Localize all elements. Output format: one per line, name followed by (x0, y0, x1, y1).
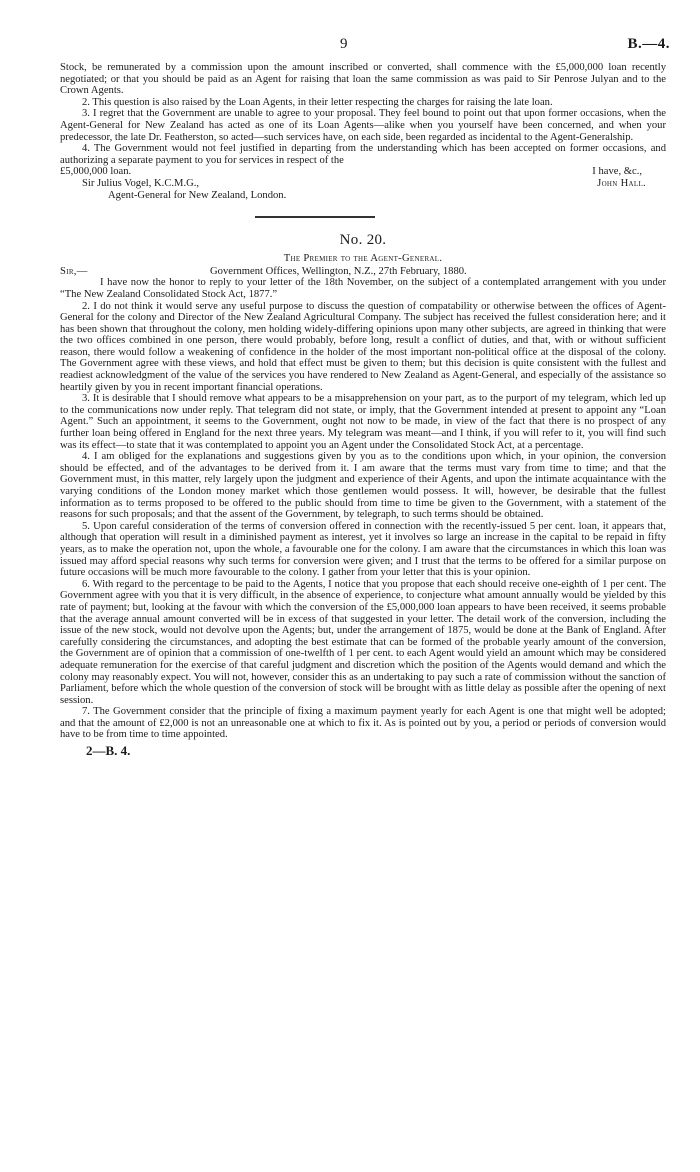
letter-19-paragraph-3: 3. I regret that the Government are unable to agree to your proposal. They feel bound to point out that upon former occasions, when the Agent-General for New Zealand has acted as one of its Loan Agents—alike when you yourself have been concerned, and when your predecessor, the late Dr. Featherston, so acted—such services have, on each side, been regarded as incidental to the Agent-Generalship. (60, 108, 666, 143)
closing-phrase: I have, &c., (592, 166, 642, 178)
letter-19-paragraph-4: 4. The Government would not feel justified in departing from the understanding which has been accepted on former occasions, and authorizing a separate payment to you for services in respect of the (60, 143, 666, 166)
letter-number-heading: No. 20. (339, 232, 387, 249)
letter-20-paragraph: 6. With regard to the percentage to be paid to the Agents, I notice that you propose that each should receive one-eighth of 1 per cent. The Government agree with you that it is very difficult, in the absence of experience, to conjecture what amount annually would be yielded by this rate of payment; but, looking at the favour with which the conversion of the £5,000,000 loan appears to have been received, it seems probable that the average annual amount converted will be in excess of that suggested in your letter. The detail work of the conversion, including the issue of the new stock, would not devolve upon the Agents; but, under the arrangement of 1875, would be done at the Bank of England. After carefully considering the circumstances, and adopting the best estimate that can be formed of the probable yearly amount of the conversion, the Government are of opinion that a commission of one-twelfth of 1 per cent. to each Agent would yield an amount which may be considered adequate remuneration for the exercise of that careful judgment and discretion which the position of the Agents would demand and which the colony may reasonably expect. You will not, however, consider this as an undertaking to pay such a rate of commission without the sanction of Parliament, before which the whole question of the conversion of stock will be brought with as little delay as possible after the opening of next session. (60, 578, 666, 706)
letter-19-paragraph-2: 2. This question is also raised by the Loan Agents, in their letter respecting the charges for raising the late loan. (82, 96, 553, 108)
closing-line (60, 166, 666, 178)
letter-20-paragraph: 2. I do not think it would serve any useful purpose to discuss the question of compatability or otherwise between the offices of Agent-General for the colony and Director of the New Zealand Agricultural Company. The subject has received the fullest consideration here; and it has been shown that throughout the colony, men holding widely-differing opinions upon many other subjects, are agreed in thinking that were the two offices combined in one person, there would probably, before long, result a conflict of duties, and that, with or without sufficient reason, there would follow a weakening of confidence in the holder of the most important non-political office at the disposal of the colony. The Government agree with these views, and hold that effect must be given to them; but this decision is quite consistent with the fullest and readiest acknowledgment of the value of the services you have rendered to New Zealand as Agent-General, and especially of the assistance so heartily given by you in recent important financial operations. (60, 300, 666, 393)
dateline: Government Offices, Wellington, N.Z., 27th February, 1880. (210, 265, 467, 277)
letter-20-paragraph: 3. It is desirable that I should remove what appears to be a misapprehension on your part, as to the purport of my telegram, which led up to the communications now under reply. That telegram did not state, or imply, that the Government intended at present to appoint any “Loan Agent.” Such an appointment, it seems to the Government, ought not now to be made, in view of the fact that there is no prospect of any further loan being offered in England for the next three years. My telegram was meant—and I think, if you will refer to it, you will find such was its effect—to state that it was contemplated to appoint you an Agent under the Consolidated Stock Act, at a percentage. (60, 393, 666, 451)
letter-20-paragraph: I have now the honor to reply to your letter of the 18th November, on the subject of a contemplated arrangement with you under “The New Zealand Consolidated Stock Act, 1877.” (60, 277, 666, 300)
document-reference: B.—4. (627, 36, 670, 52)
letter-20-paragraph: 7. The Government consider that the principle of fixing a maximum payment yearly for each Agent is one that might well be adopted; and that the amount of £2,000 is not an unreasonable one at which to fix it. As is pointed out by you, a period or periods of conversion would have to be from time to time appointed. (60, 706, 666, 741)
salutation: Sir,— (60, 265, 88, 277)
letter-20-paragraph: 4. I am obliged for the explanations and suggestions given by you as to the conditions upon which, in your opinion, the conversion should be effected, and of the advantages to be derived from it. I am aware that the terms must vary from time to time; and that the Government must, in this matter, rely largely upon the judgment and experience of their Agents, and upon the intimate acquaintance with the varying conditions of the London money market which those gentlemen would possess. It will, however, be desirable that the fullest information as to terms proposed to be offered to the public should from time to time be given to the Government, with a statement of the reasons for such proposals; and that the assent of the Government, by telegraph, to such terms should be obtained. (60, 451, 666, 521)
addressee-title: Agent-General for New Zealand, London. (108, 189, 287, 201)
letter-19-continuation: Stock, be remunerated by a commission upon the amount inscribed or converted, shall commence with the £5,000,000 loan recently negotiated; or that you should be paid as an Agent for raising that loan the same commission as was paid to Sir Penrose Julyan and to the Crown Agents. (60, 62, 666, 97)
addressee-name: Sir Julius Vogel, K.C.M.G., (82, 177, 200, 189)
signature-mark: 2—B. 4. (86, 743, 131, 759)
section-divider (255, 216, 375, 218)
salutation-dateline (60, 266, 666, 278)
page-number: 9 (340, 36, 348, 52)
signatory-name: John Hall. (597, 177, 646, 189)
signature-line (60, 178, 666, 190)
letter-from-to: The Premier to the Agent-General. (283, 253, 443, 265)
letter-19-paragraph-4-end: £5,000,000 loan. (60, 166, 132, 178)
letter-20-paragraph: 5. Upon careful consideration of the terms of conversion offered in connection with the recently-issued 5 per cent. loan, it appears that, although that operation will result in a diminished payment as interest, yet it involves so large an increase in the capital to be repaid in fifty years, as to make the operation not, upon the whole, a favourable one for the colony. I am aware that the circumstances in which this loan was issued may afford special reasons why such terms for conversion were given; and I trust that the terms to be offered for a similar purpose on future occasions will be much more favourable to the colony. I gather from your letter that this is your opinion. (60, 520, 666, 579)
document-body (60, 62, 666, 757)
